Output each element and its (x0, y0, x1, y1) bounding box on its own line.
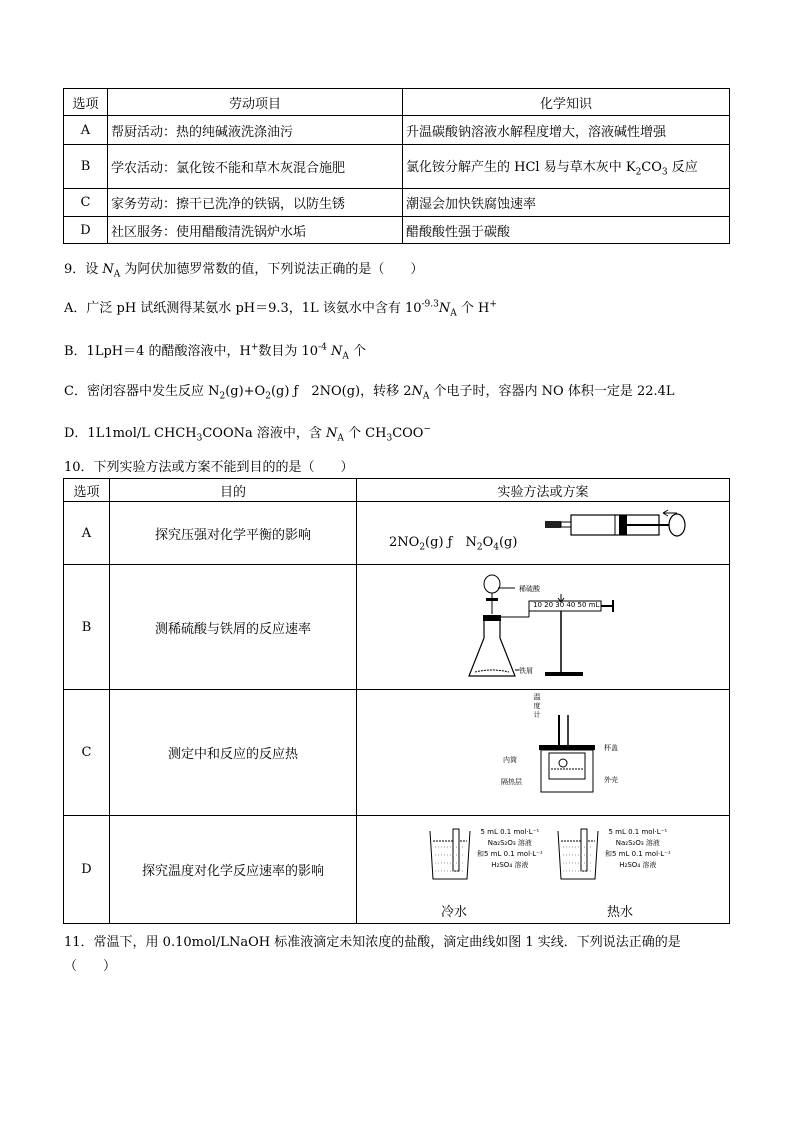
method-cell-d (357, 816, 730, 924)
syringe-scale-label: 10 20 30 40 50 mL (533, 601, 600, 609)
row-option: B (64, 145, 108, 189)
row-project: 学农活动：氯化铵不能和草木灰混合施肥 (108, 145, 403, 189)
lid-label: 杯盖 (604, 744, 618, 752)
experiment-table (63, 478, 730, 924)
hot-reagent-label: 5 mL 0.1 mol·L⁻¹ Na₂S₂O₃ 溶液 和5 mL 0.1 mol·L⁻¹ H₂SO₄ 溶液 (605, 828, 671, 869)
hot-water-label: 热水 (607, 905, 634, 920)
thermometer-label: 温度计 (533, 693, 541, 719)
header-knowledge: 化学知识 (403, 89, 730, 116)
row-option: C (64, 690, 110, 816)
inner-cup-label: 内筒 (503, 756, 517, 764)
equilibrium-equation: $2NO_2(g)$ ƒ $N_2O_4(g)$ (389, 535, 518, 553)
sulfuric-acid-label: 稀硫酸 (519, 585, 540, 593)
row-purpose: 探究温度对化学反应速率的影响 (110, 816, 357, 924)
cold-reagent-label: 5 mL 0.1 mol·L⁻¹ Na₂S₂O₃ 溶液 和5 mL 0.1 mol·L⁻¹ H₂SO₄ 溶液 (477, 828, 543, 869)
q9-option-b: B．1LpH＝4 的醋酸溶液中，H+数目为 $10^{-4}$ $N_A$ 个 (64, 342, 367, 362)
header-option: 选项 (64, 89, 108, 116)
method-cell-c (357, 690, 730, 816)
hot-water-beaker (555, 827, 601, 883)
row-project: 帮厨活动：热的纯碱液洗涤油污 (108, 116, 403, 145)
header-purpose: 目的 (110, 479, 357, 502)
iron-reaction-apparatus (457, 568, 637, 686)
q11-stem-line1: 11．常温下，用 0.10mol/LNaOH 标准液滴定未知浓度的盐酸，滴定曲线如图 1 实线．下列说法正确的是 (64, 935, 681, 950)
q9-option-c: C．密闭容器中发生反应 $N_2(g)+O_2(g)$ ƒ 2NO(g)，转移 $2N_A$ 个电子时，容器内 NO 体积一定是 22.4L (64, 384, 675, 402)
labor-chemistry-table (63, 88, 730, 244)
cold-water-label: 冷水 (441, 905, 468, 920)
row-project: 社区服务：使用醋酸清洗锅炉水垢 (108, 217, 403, 244)
row-option: A (64, 116, 108, 145)
row-knowledge: 氯化铵分解产生的 HCl 易与草木灰中 $K_2CO_3$ 反应 (403, 145, 730, 189)
row-option: D (64, 816, 110, 924)
row-purpose: 探究压强对化学平衡的影响 (110, 502, 357, 565)
calorimeter-illustration (535, 697, 605, 807)
header-option: 选项 (64, 479, 110, 502)
q9-option-a: A．广泛 pH 试纸测得某氨水 pH＝9.3，1L 该氨水中含有 $10^{-9.3}N_A$ 个 H+ (64, 299, 497, 319)
row-option: A (64, 502, 110, 565)
row-purpose: 测稀硫酸与铁屑的反应速率 (110, 565, 357, 690)
q9-stem: 9．设 $N_A$ 为阿伏加德罗常数的值，下列说法正确的是（ ） (64, 262, 424, 280)
row-knowledge: 升温碳酸钠溶液水解程度增大，溶液碱性增强 (403, 116, 730, 145)
method-cell-a (357, 502, 730, 565)
header-project: 劳动项目 (108, 89, 403, 116)
row-option: D (64, 217, 108, 244)
row-project: 家务劳动：擦干已洗净的铁锅，以防生锈 (108, 189, 403, 217)
q10-stem: 10．下列实验方法或方案不能到目的的是（ ） (64, 460, 354, 475)
shell-label: 外壳 (604, 776, 618, 784)
syringe-illustration (545, 509, 695, 545)
row-purpose: 测定中和反应的反应热 (110, 690, 357, 816)
method-cell-b (357, 565, 730, 690)
row-knowledge: 潮湿会加快铁腐蚀速率 (403, 189, 730, 217)
insulation-label: 隔热层 (501, 778, 522, 786)
q11-stem-line2: （ ） (64, 959, 117, 974)
iron-filings-label: 铁屑 (519, 667, 533, 675)
q9-option-d: D．1L1mol/L $CHCH_3COONa$ 溶液中，含 $N_A$ 个 $CH_3COO^-$ (64, 424, 431, 444)
cold-water-beaker (427, 827, 473, 883)
row-knowledge: 醋酸酸性强于碳酸 (403, 217, 730, 244)
row-option: C (64, 189, 108, 217)
header-method: 实验方法或方案 (357, 479, 730, 502)
row-option: B (64, 565, 110, 690)
